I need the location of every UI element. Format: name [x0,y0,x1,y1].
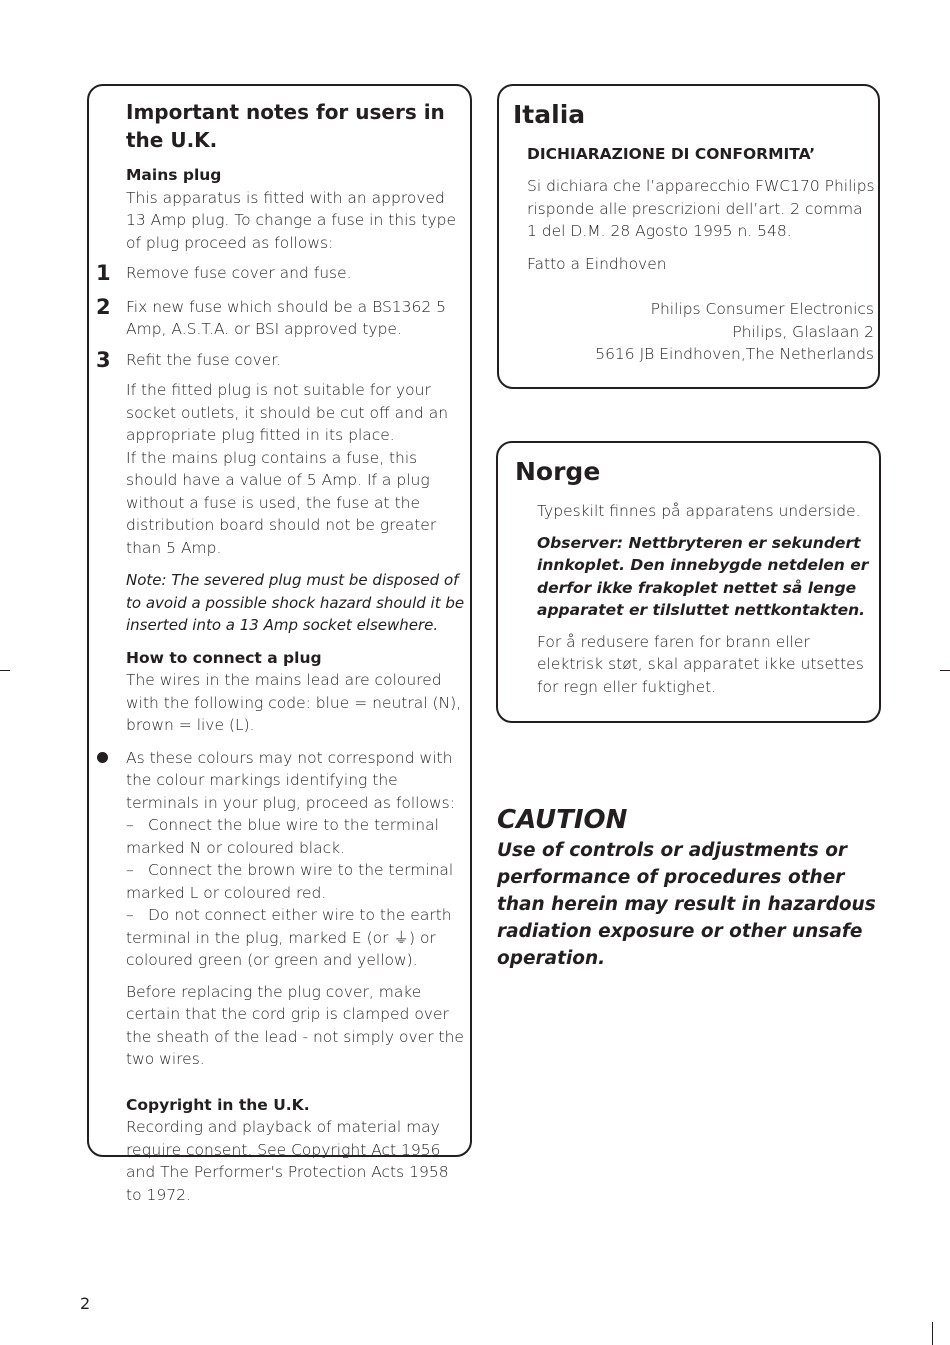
caution-title: CAUTION [497,805,628,835]
step-number: 3 [96,347,111,372]
step-number: 1 [96,261,111,285]
dash-item-text: Connect the brown wire to the terminal marked L or coloured red. [126,861,454,902]
uk-title: Important notes for users in the U.K. [126,100,445,152]
address-line: Philips Consumer Electronics [650,300,874,318]
italia-subtitle: DICHIARAZIONE DI CONFORMITA’ [527,145,816,163]
italia-address [595,298,874,366]
italia-box [497,84,880,389]
italia-title: Italia [513,100,586,129]
copyright-heading: Copyright in the U.K. [126,1095,310,1114]
norge-text-1: Typeskilt finnes på apparatens underside. [537,502,861,520]
crop-mark-right [940,670,950,671]
dash-item-1 [126,814,466,859]
norge-text-2: For å redusere faren for brann eller elektrisk støt, skal apparatet ikke utsettes for regn eller fuktighet. [537,632,864,696]
severed-plug-note: Note: The severed plug must be disposed of to avoid a possible shock hazard should it be inserted into a 13 Amp socket elsewhere. [126,571,465,634]
address-line: 5616 JB Eindhoven,The Netherlands [595,345,874,363]
dash-icon: – [126,861,134,879]
dash-item-text: Connect the blue wire to the terminal marked N or coloured black. [126,816,439,857]
dash-item-2 [126,859,466,904]
italia-text: Si dichiara che l’apparecchio FWC170 Philips risponde alle prescrizioni dell’art. 2 comma 1 del D.M. 28 Agosto 1995 n. 548. [527,177,875,240]
step-1 [96,261,466,285]
italia-place: Fatto a Eindhoven [527,255,667,273]
bullet-item [126,747,466,972]
step-3 [96,347,466,372]
fuse-value-paragraph: If the mains plug contains a fuse, this should have a value of 5 Amp. If a plug without a fuse is used, the fuse at the distribution board should not be greater than 5 Amp. [126,448,437,557]
step-text: Remove fuse cover and fuse. [126,264,352,282]
copyright-text: Recording and playback of material may require consent. See Copyright Act 1956 and The Performer's Protection Acts 1958 to 1972. [126,1118,449,1204]
bullet-intro: As these colours may not correspond with the colour markings identifying the terminals in your plug, proceed as follows: [126,748,455,812]
dash-item-3 [126,904,466,972]
norge-content [537,500,873,698]
bullet-icon [97,752,108,763]
norge-observer: Observer: Nettbryteren er sekundert innkoplet. Den innebygde netdelen er derfor ikke frakoplet nettet så lenge apparatet er tilsluttet nettkontakten. [537,533,869,619]
mains-plug-intro: This apparatus is fitted with an approved 13 Amp plug. To change a fuse in this type of plug proceed as follows: [126,188,457,252]
before-replacing-paragraph: Before replacing the plug cover, make certain that the cord grip is clamped over the sheath of the lead - not simply over the two wires. [126,982,464,1068]
step-text: Refit the fuse cover. [126,350,282,369]
dash-icon: – [126,906,134,924]
uk-notes-box [87,84,472,1204]
connect-plug-heading: How to connect a plug [126,648,322,667]
dash-item-text: Do not connect either wire to the earth terminal in the plug, marked E (or ⏚) or coloured green (or green and yellow). [126,906,452,969]
caution-text: Use of controls or adjustments or performance of procedures other than herein may result in hazardous radiation exposure or other unsafe operation. [497,840,876,969]
step-2 [96,294,466,341]
step-number: 2 [96,294,111,319]
address-line: Philips, Glaslaan 2 [732,322,874,341]
fitted-plug-paragraph: If the fitted plug is not suitable for your socket outlets, it should be cut off and an appropriate plug fitted in its place. [126,381,449,444]
norge-title: Norge [515,457,601,486]
crop-mark-left [0,670,10,671]
crop-mark-bottom-right [932,1322,933,1345]
page-number: 2 [80,1294,91,1313]
norge-box [496,441,881,723]
caution-section [497,803,887,972]
uk-notes-content [96,98,466,1206]
mains-plug-heading: Mains plug [126,166,222,184]
step-text: Fix new fuse which should be a BS1362 5 Amp, A.S.T.A. or BSI approved type. [126,297,447,338]
connect-plug-text: The wires in the mains lead are coloured with the following code: blue = neutral (N), brown = live (L). [126,671,462,734]
dash-icon: – [126,816,134,834]
